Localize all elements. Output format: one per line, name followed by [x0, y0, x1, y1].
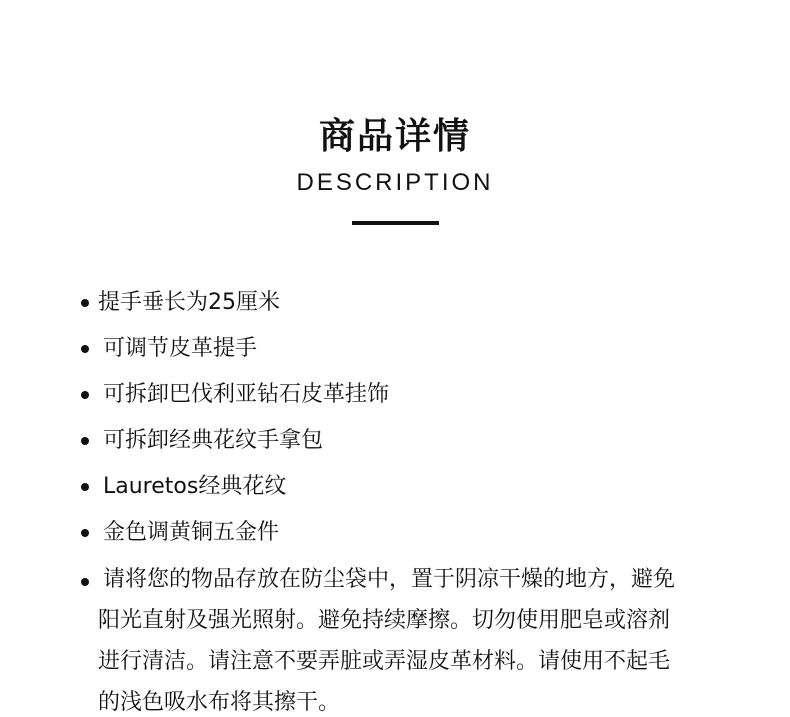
list-item-text: 可拆卸巴伐利亚钻石皮革挂饰	[103, 382, 390, 407]
care-line: 进行清洁。请注意不要弄脏或弄湿皮革材料。请使用不起毛	[98, 649, 671, 674]
section-title: 商品详情	[318, 116, 471, 157]
list-item	[0, 418, 790, 464]
section-subtitle: DESCRIPTION	[296, 169, 494, 196]
bullet-dot-icon	[81, 299, 89, 307]
care-line: 请将您的物品存放在防尘袋中，置于阴凉干燥的地方，避免	[103, 567, 676, 592]
list-item-text: 金色调黄铜五金件	[103, 520, 280, 545]
section-header	[0, 112, 790, 199]
bullet-dot-icon	[81, 437, 89, 445]
description-list	[0, 280, 790, 717]
bullet-dot-icon	[81, 578, 89, 586]
title-divider	[352, 221, 439, 225]
list-item	[0, 510, 790, 556]
care-instructions-item	[0, 559, 790, 717]
list-item-text: Lauretos经典花纹	[103, 474, 287, 499]
bullet-dot-icon	[81, 529, 89, 537]
list-item	[0, 326, 790, 372]
bullet-dot-icon	[81, 345, 89, 353]
list-item	[0, 464, 790, 510]
care-line: 阳光直射及强光照射。避免持续摩擦。切勿使用肥皂或溶剂	[98, 608, 671, 633]
list-item	[0, 280, 790, 326]
bullet-dot-icon	[81, 391, 89, 399]
care-line: 的浅色吸水布将其擦干。	[98, 690, 341, 715]
care-instructions-text	[0, 559, 708, 717]
list-item-text: 提手垂长为25厘米	[98, 290, 280, 315]
bullet-dot-icon	[81, 483, 89, 491]
list-item	[0, 372, 790, 418]
list-item-text: 可拆卸经典花纹手拿包	[103, 428, 324, 453]
list-item-text: 可调节皮革提手	[103, 336, 258, 361]
